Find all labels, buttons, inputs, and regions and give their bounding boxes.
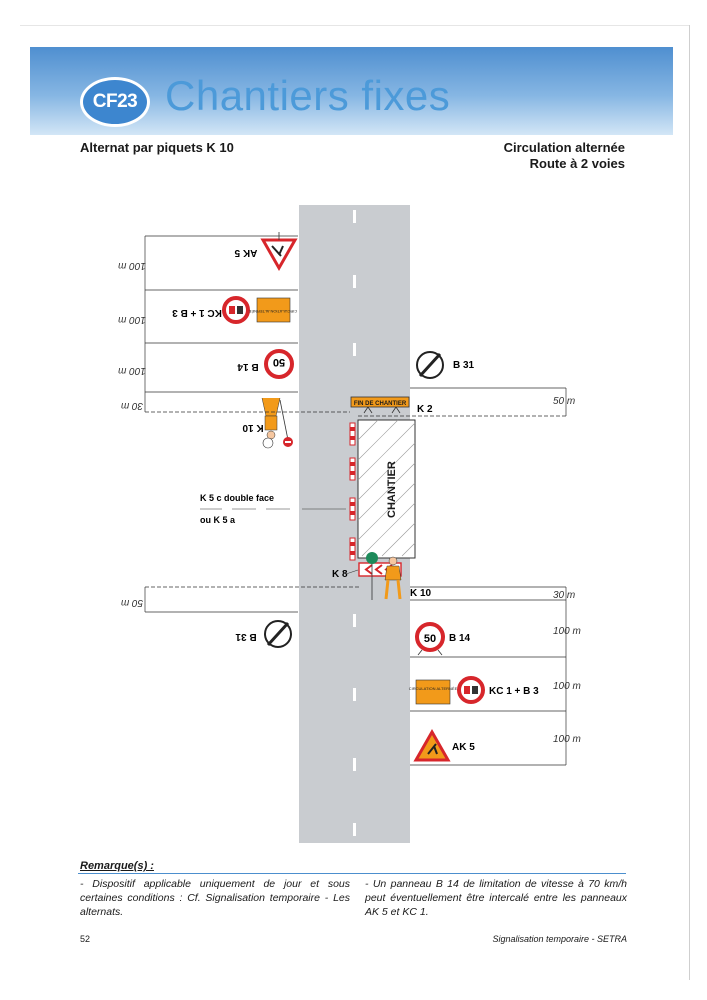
left-distance-4: 30 m — [120, 400, 144, 411]
page-number: 52 — [80, 934, 91, 944]
right-distance-1: 50 m — [553, 396, 576, 407]
footer-source: Signalisation temporaire - SETRA — [492, 934, 627, 944]
left-distance-1: 100 m — [118, 260, 146, 271]
right-kc1-b3-label: KC 1 + B 3 — [489, 686, 539, 697]
remarks-title: Remarque(s) : — [80, 860, 154, 872]
left-kc1-b3-signs — [224, 298, 297, 322]
left-b14-speed: 50 — [272, 356, 286, 368]
right-b14-sign — [417, 624, 443, 655]
flagman-left — [262, 398, 293, 448]
left-b31-sign — [265, 621, 291, 647]
right-b14-speed: 50 — [423, 633, 437, 645]
left-b14-label: B 14 — [237, 361, 259, 372]
right-distance-4: 100 m — [553, 681, 581, 692]
right-b14-label: B 14 — [449, 633, 471, 644]
k5c-label: K 5 c double face — [200, 493, 275, 503]
right-ak5-sign — [416, 732, 448, 760]
chantier-label: CHANTIER — [386, 461, 398, 518]
right-distance-5: 100 m — [553, 734, 581, 745]
left-distance-2: 100 m — [118, 314, 146, 325]
right-distance-3: 100 m — [553, 626, 581, 637]
left-circulation-alternee: CIRCULATION ALTERNÉE — [248, 309, 298, 314]
right-k2-label: K 2 — [417, 404, 433, 415]
left-distance-3: 100 m — [118, 365, 146, 376]
right-ak5-label: AK 5 — [452, 742, 475, 753]
left-ak5-label: AK 5 — [234, 247, 258, 258]
right-k10-label: K 10 — [410, 588, 432, 599]
right-b31-sign — [417, 352, 443, 378]
k10-green-disk — [366, 552, 378, 564]
left-k10-label: K 10 — [242, 422, 264, 433]
k8-label: K 8 — [332, 569, 348, 580]
left-b31-label: B 31 — [235, 631, 257, 642]
fin-de-chantier-text: FIN DE CHANTIER — [353, 401, 407, 407]
left-b14-sign — [266, 351, 292, 377]
k5a-label: ou K 5 a — [200, 515, 236, 525]
subtitle-left: Alternat par piquets K 10 — [80, 140, 234, 155]
subtitle-right-line1: Circulation alternée — [503, 140, 625, 155]
remark-left: - Dispositif applicable uniquement de jour et sous certaines conditions : Cf. Signalisation temporaire - Les alternats. — [80, 878, 350, 918]
remark-right: - Un panneau B 14 de limitation de vitesse à 70 km/h peut éventuellement être intercalé entre les panneaux AK 5 et KC 1. — [365, 878, 627, 918]
code-badge: CF23 — [80, 77, 150, 127]
right-distances — [553, 396, 581, 745]
left-distance-5: 50 m — [120, 597, 144, 608]
right-circulation-alternee: CIRCULATION ALTERNÉE — [408, 686, 458, 691]
subtitle-right-line2: Route à 2 voies — [529, 156, 625, 171]
left-distances — [118, 260, 146, 608]
right-b31-label: B 31 — [453, 360, 475, 371]
left-kc1-b3-label: KC 1 + B 3 — [172, 307, 222, 318]
right-kc1-b3-signs — [409, 678, 483, 704]
right-distance-2: 30 m — [553, 590, 576, 601]
page-title: Chantiers fixes — [165, 72, 451, 119]
left-ak5-sign — [263, 232, 295, 268]
remarks-rule — [78, 873, 626, 874]
